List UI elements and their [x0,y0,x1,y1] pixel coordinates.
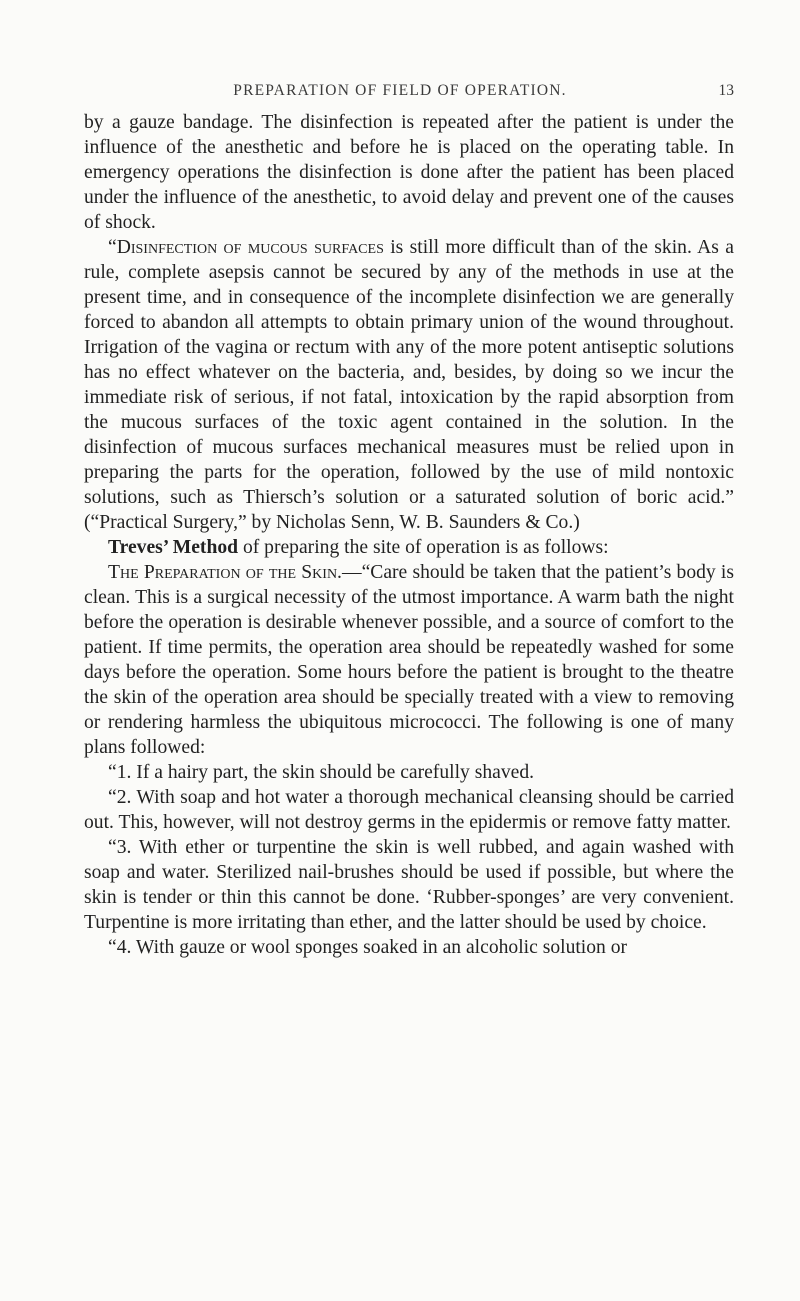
paragraph-text: is still more difficult than of the skin. As a rule, complete asepsis cannot be secured by any of the methods in use at the present time, and in consequence of the incomplete disinfection we are generally forced to abandon all attempts to obtain primary union of the wound throughout. Irrigation of the vagina or rectum with any of the more potent antiseptic solutions has no effect whatever on the bacteria, and, besides, by doing so we incur the immediate risk of serious, if not fatal, intoxication by the rapid absorption from the mucous surfaces of the toxic agent contained in the solution. In the disinfection of mucous surfaces mechanical measures must be relied upon in preparing the parts for the operation, followed by the use of mild nontoxic solutions, such as Thiersch’s solution or a saturated solution of boric acid.” (“Practical Surgery,” by Nicholas Senn, W. B. Saunders & Co.) [84,237,734,533]
running-title: PREPARATION OF FIELD OF OPERATION. [233,82,567,99]
body-text [84,110,734,960]
paragraph-treves-method [84,535,734,560]
paragraph-text: —“Care should be taken that the patient’s body is clean. This is a surgical necessity of the utmost importance. A warm bath the night before the operation is desirable whenever possible, and a source of comfort to the patient. If time permits, the operation area should be repeatedly washed for some days before the operation. Some hours before the patient is brought to the theatre the skin of the operation area should be specially treated with a view to removing or rendering harmless the ubiquitous micrococci. The following is one of many plans followed: [84,562,735,758]
running-header [0,82,800,106]
list-item-text: “1. If a hairy part, the skin should be carefully shaved. [108,762,535,783]
list-item-2 [84,785,734,835]
paragraph-text: of preparing the site of operation is as follows: [238,537,609,558]
list-item-4 [84,935,734,960]
paragraph-mucous-disinfection [84,235,734,535]
paragraph-text: by a gauze bandage. The disinfection is repeated after the patient is under the influence of the anesthetic and before he is placed on the operating table. In emergency operations the disinfection is done after the patient has been placed under the influence of the anesthetic, to avoid delay and prevent one of the causes of shock. [84,112,734,233]
inline-heading-skin-preparation: The Preparation of the Skin. [108,562,342,583]
list-item-3 [84,835,734,935]
list-item-text: “3. With ether or turpentine the skin is well rubbed, and again washed with soap and water. Sterilized nail-brushes should be used if possible, but where the skin is tender or thin this cannot be done. ‘Rubber-sponges’ are very convenient. Turpentine is more irritating than ether, and the latter should be used by choice. [84,837,734,933]
list-item-text: “2. With soap and hot water a thorough mechanical cleansing should be carried out. This, however, will not destroy germs in the epidermis or remove fatty matter. [84,787,734,833]
list-item-1 [84,760,734,785]
section-heading-treves-method: Treves’ Method [108,537,239,558]
paragraph-skin-preparation [84,560,734,760]
paragraph-continuation [84,110,734,235]
inline-heading-mucous-surfaces: “Disinfection of mucous surfaces [108,237,384,258]
list-item-text: “4. With gauze or wool sponges soaked in an alcoholic solution or [108,937,628,958]
page-number: 13 [718,82,734,99]
